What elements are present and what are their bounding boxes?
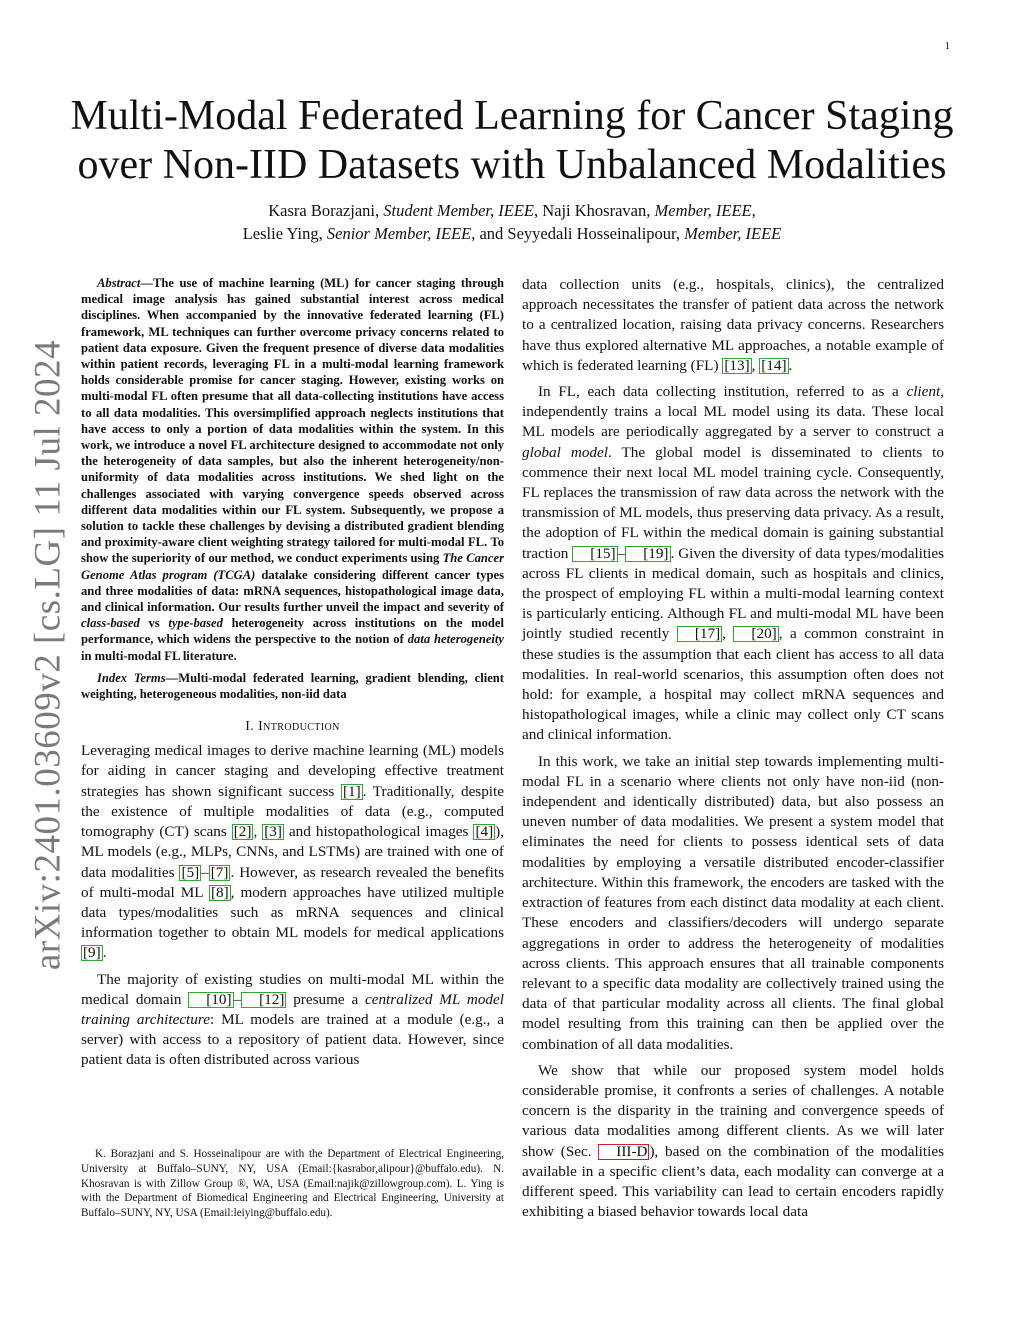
- body-text: We show that while our proposed system model holds considerable promise, it confronts a series of challenges. A notable concern is the disparity in the training and convergence speeds of various data modalities among different clients. As we will later show (Sec.: [522, 1061, 944, 1160]
- abstract-dash: —: [140, 276, 153, 290]
- page-number: 1: [944, 40, 950, 52]
- author-separator: ,: [751, 201, 756, 220]
- citation-link[interactable]: [14]: [761, 356, 787, 374]
- abstract-italic: data heterogeneity: [407, 632, 505, 647]
- section-heading: [81, 719, 504, 735]
- abstract-italic: class-based: [81, 616, 140, 631]
- abstract-italic: The Cancer Genome Atlas program (TCGA): [81, 551, 505, 582]
- citation-link[interactable]: [4]: [475, 823, 494, 841]
- body-text: ,: [722, 625, 734, 643]
- body-text: . The global model is disseminated to clients to commence their next local ML model training cycle. Consequently, FL replaces the transmission of raw data across the network with the transmission of ML models, thus preserving data privacy. As a result, the adoption of FL within the medical domain is gaining substantial traction: [522, 443, 944, 562]
- citation-link[interactable]: [1]: [342, 782, 361, 800]
- citation-link[interactable]: [3]: [264, 823, 282, 841]
- author-name: Kasra Borazjani,: [268, 201, 384, 220]
- citation-link[interactable]: [15]: [572, 546, 617, 562]
- body-italic: client: [906, 383, 941, 401]
- body-text: .: [102, 944, 107, 962]
- author-list: [70, 199, 954, 245]
- body-text: ,: [253, 823, 263, 841]
- intro-paragraph-3: [522, 275, 944, 376]
- body-text: presume a: [286, 990, 365, 1008]
- body-text: –: [233, 990, 242, 1008]
- index-terms: [81, 670, 504, 702]
- author-separator: , and Seyyedali Hosseinalipour,: [471, 224, 685, 243]
- abstract-text: The use of machine learning (ML) for cancer staging through medical image analysis has gained substantial interest across medical disciplines. When accompanied by the innovative federated learning (FL) framework, ML techniques can further overcome privacy concerns related to patient data exposure. Given the frequent presence of diverse data modalities within patient records, leveraging FL in a multi-modal learning framework holds considerable promise for cancer staging. However, existing works on multi-modal FL often presume that all data-collecting institutions have access to all data modalities. This oversimplified approach neglects institutions that have access to only a portion of data modalities within the system. In this work, we introduce a novel FL architecture designed to accommodate not only the heterogeneity of data samples, but also the inherent heterogeneity/non-uniformity of data modalities across institutions. We shed light on the challenges associated with varying convergence speeds observed across different data modalities within our FL system. Subsequently, we propose a solution to tackle these challenges by devising a distributed gradient blending and proximity-aware client weighting strategy tailored for multi-modal FL. To show the superiority of our method, we conduct experiments using: [81, 276, 504, 566]
- body-text: –: [201, 863, 209, 881]
- body-text: and histopathological images: [283, 823, 474, 841]
- section-title: Introduction: [258, 719, 340, 735]
- author-separator: , Naji Khosravan,: [533, 201, 655, 220]
- abstract-text: heterogeneity across institutions on the model performance, which widens the perspective to the notion of: [81, 616, 504, 647]
- body-italic: global model: [522, 443, 608, 461]
- citation-link[interactable]: [7]: [210, 863, 229, 881]
- section-ref-link[interactable]: III-D: [598, 1144, 649, 1160]
- author-role: Student Member, IEEE: [383, 201, 534, 220]
- intro-paragraph-5: In this work, we take an initial step towards implementing multi-modal FL in a scenario where clients not only have non-iid (non-independent and identically distributed) data, but also possess an uneven number of data modalities. We present a system model that eliminates the need for clients to possess identical sets of data modalities by employing a versatile distributed encoder-classifier architecture. Within this framework, the encoders are tasked with the extraction of features from each distinct data modality at each client. These encoders and classifiers/decoders will undergo separate aggregations in order to address the heterogeneity of modalities across clients. This approach ensures that all trainable components relevant to a specific data modality are collectively trained using the data of that particular modality across all clients. The final global model resulting from this training can then be applied over the combination of all data modalities.: [522, 752, 944, 1053]
- body-text: . However, as research revealed the benefits of multi-modal ML: [81, 863, 504, 901]
- body-italic: centralized ML model training architecture: [81, 990, 504, 1028]
- arxiv-stamp-text: arXiv:2401.03609v2 [cs.LG] 11 Jul 2024: [27, 339, 69, 971]
- citation-link[interactable]: [5]: [181, 863, 200, 881]
- abstract-italic: type-based: [168, 616, 223, 631]
- body-text: In FL, each data collecting institution, referred to as a: [538, 383, 907, 401]
- body-text: . Given the diversity of data types/modalities across FL clients in medical domain, such as hospitals and clinics, the prospect of employing FL within a multi-modal learning context is particularly enticing. Although FL and multi-modal ML have been jointly studied recently: [522, 544, 944, 643]
- abstract-label: Abstract: [97, 276, 141, 290]
- intro-paragraph-2: [81, 970, 504, 1071]
- body-text: ,: [751, 356, 760, 374]
- abstract-text: datalake considering different cancer types and three modalities of data: mRNA sequences, histopathological image data, and clinical information. Our results further unveil the impact and severity of: [81, 567, 504, 615]
- abstract-text: in multi-modal FL literature.: [81, 648, 237, 663]
- body-text: , a common constraint in these studies is the assumption that each client has access to all data modalities. In real-world scenarios, this assumption often does not hold: for example, a hospital may collect mRNA sequences and histopathological images, while a clinic may collect only CT scans and clinical information.: [522, 625, 944, 744]
- section-numeral: I.: [245, 719, 259, 735]
- body-text: . Traditionally, despite the existence of multiple modalities of data (e.g., computed tomography (CT) scans: [81, 782, 504, 841]
- body-text: data collection units (e.g., hospitals, clinics), the centralized approach necessitates the transfer of patient data across the network to a centralized location, raising data privacy concerns. Researchers have thus explored alternative ML approaches, a notable example of which is federated learning (FL): [522, 276, 944, 374]
- citation-link[interactable]: [20]: [733, 626, 778, 642]
- right-column: [522, 275, 944, 1222]
- paper-title-line-1: Multi-Modal Federated Learning for Cancer Staging: [70, 93, 954, 139]
- body-text: , independently trains a local ML model using its data. These local ML models are periodically aggregated by a server to construct a: [522, 383, 944, 441]
- intro-paragraph-6: [522, 1061, 944, 1223]
- citation-link[interactable]: [13]: [724, 356, 750, 374]
- arxiv-stamp: [18, 339, 78, 971]
- author-name: Leslie Ying,: [242, 224, 327, 243]
- body-text: –: [617, 544, 626, 562]
- author-role: Senior Member, IEEE: [326, 224, 472, 243]
- body-text: ), based on the combination of the modalities available in a specific client’s data, each modality can converge at a different speed. This variability can lead to certain encoders rapidly exhibiting a biased behavior towards local data: [522, 1142, 944, 1221]
- title-block: [70, 92, 954, 245]
- abstract: [81, 275, 504, 664]
- citation-link[interactable]: [2]: [233, 823, 252, 841]
- body-text: The majority of existing studies on multi-modal ML within the medical domain: [81, 970, 504, 1008]
- body-text: ), ML models (e.g., MLPs, CNNs, and LSTMs) are trained with one of data modalities: [81, 823, 505, 881]
- intro-paragraph-1: [81, 741, 504, 963]
- author-role: Member, IEEE: [684, 224, 782, 243]
- paper-title-line-2: over Non-IID Datasets with Unbalanced Modalities: [77, 142, 947, 188]
- author-role: Member, IEEE: [654, 201, 752, 220]
- citation-link[interactable]: [8]: [210, 883, 229, 901]
- citation-link[interactable]: [12]: [241, 992, 286, 1008]
- abstract-text: vs: [139, 616, 169, 631]
- citation-link[interactable]: [10]: [188, 992, 233, 1008]
- intro-paragraph-4: [522, 382, 944, 746]
- citation-link[interactable]: [17]: [677, 626, 722, 642]
- index-terms-label: Index Terms: [97, 670, 166, 685]
- citation-link[interactable]: [19]: [625, 546, 670, 562]
- left-column: [81, 275, 504, 1071]
- body-text: Leveraging medical images to derive machine learning (ML) models for aiding in cancer staging and developing effective treatment strategies has shown significant success: [81, 742, 504, 800]
- body-text: : ML models are trained at a module (e.g., a server) with access to a repository of patient data. However, since patient data is often distributed across various: [81, 1010, 505, 1069]
- citation-link[interactable]: [9]: [83, 944, 101, 962]
- body-text: , modern approaches have utilized multiple data types/modalities such as mRNA sequences and clinical information together to obtain ML models for medical applications: [81, 883, 504, 942]
- author-affiliation-footnote: K. Borazjani and S. Hosseinalipour are with the Department of Electrical Engineering, University at Buffalo–SUNY, NY, USA (Email:{kasrabor,alipour}@buffalo.edu). N. Khosravan is with Zillow Group ®, WA, USA (Email:najik@zillowgroup.com). L. Ying is with the Department of Biomedical Engineering and Electrical Engineering, University at Buffalo–SUNY, NY, USA (Email:leiying@buffalo.edu).: [81, 1148, 504, 1220]
- index-terms-text: —Multi-modal federated learning, gradient blending, client weighting, heterogeneous modalities, non-iid data: [81, 670, 504, 702]
- body-text: .: [788, 356, 793, 374]
